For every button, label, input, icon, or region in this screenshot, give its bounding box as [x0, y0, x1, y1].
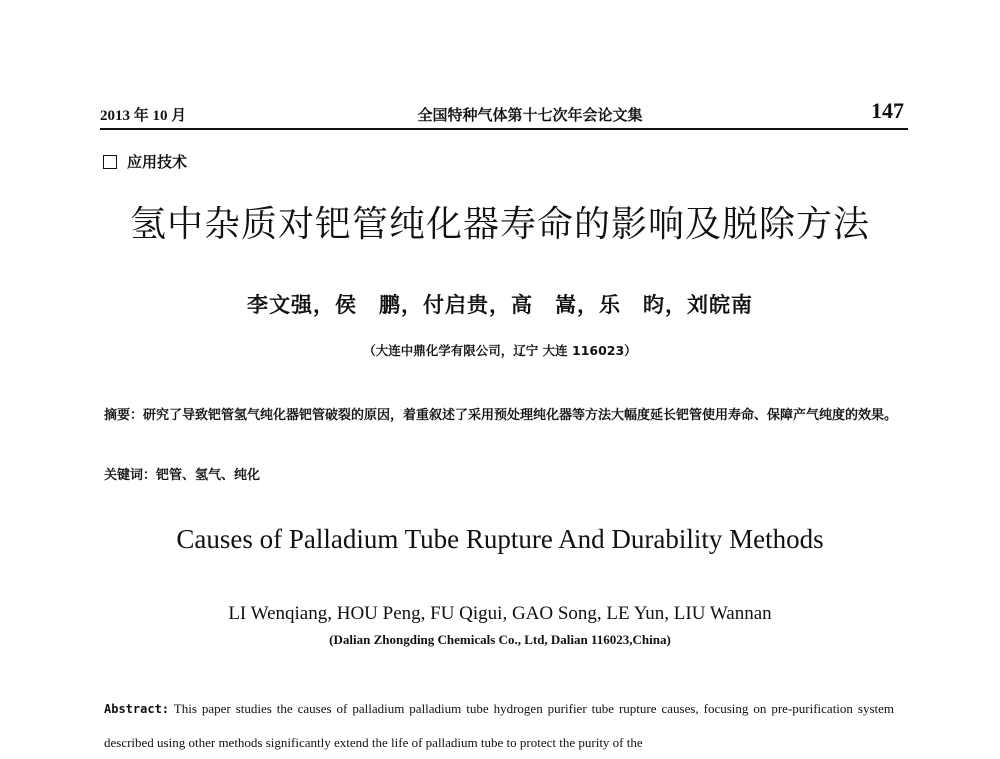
keywords-text-cn: 钯管、氢气、纯化 [156, 468, 261, 483]
page-number: 147 [871, 98, 904, 123]
keywords-cn [104, 464, 260, 483]
abstract-text-en: This paper studies the causes of palladium palladium tube hydrogen purifier tube rupture causes, focusing on pre-purification system described using other methods significantly extend the life of palladium tube to protect the purity of the [104, 701, 895, 750]
abstract-label-en: Abstract: [104, 702, 170, 716]
header-divider [100, 128, 908, 130]
page-header [100, 100, 908, 128]
authors-cn: 李文强，侯 鹏，付启贵，高 嵩，乐 昀，刘皖南 [247, 293, 753, 317]
header-date: 2013 年 10 月 [100, 108, 187, 124]
header-journal-title: 全国特种气体第十七次年会论文集 [417, 106, 643, 124]
section-heading [103, 151, 187, 172]
section-label: 应用技术 [127, 153, 188, 171]
abstract-label-cn: 摘要： [104, 408, 144, 423]
paper-title-en: Causes of Palladium Tube Rupture And Durability Methods [176, 524, 824, 554]
abstract-text-cn: 研究了导致钯管氢气纯化器钯管破裂的原因，着重叙述了采用预处理纯化器等方法大幅度延长钯管使用寿命、保障产气纯度的效果。 [143, 408, 898, 423]
affiliation-cn: （大连中鼎化学有限公司，辽宁 大连 116023） [363, 343, 637, 358]
checkbox-square-icon [103, 155, 117, 169]
affiliation-en: (Dalian Zhongding Chemicals Co., Ltd, Dalian 116023,China) [329, 632, 671, 647]
authors-en: LI Wenqiang, HOU Peng, FU Qigui, GAO Song, LE Yun, LIU Wannan [228, 603, 772, 624]
abstract-cn [104, 400, 904, 432]
keywords-label-cn: 关键词： [104, 468, 157, 483]
abstract-en [104, 692, 894, 759]
paper-title-cn: 氢中杂质对钯管纯化器寿命的影响及脱除方法 [129, 204, 870, 244]
